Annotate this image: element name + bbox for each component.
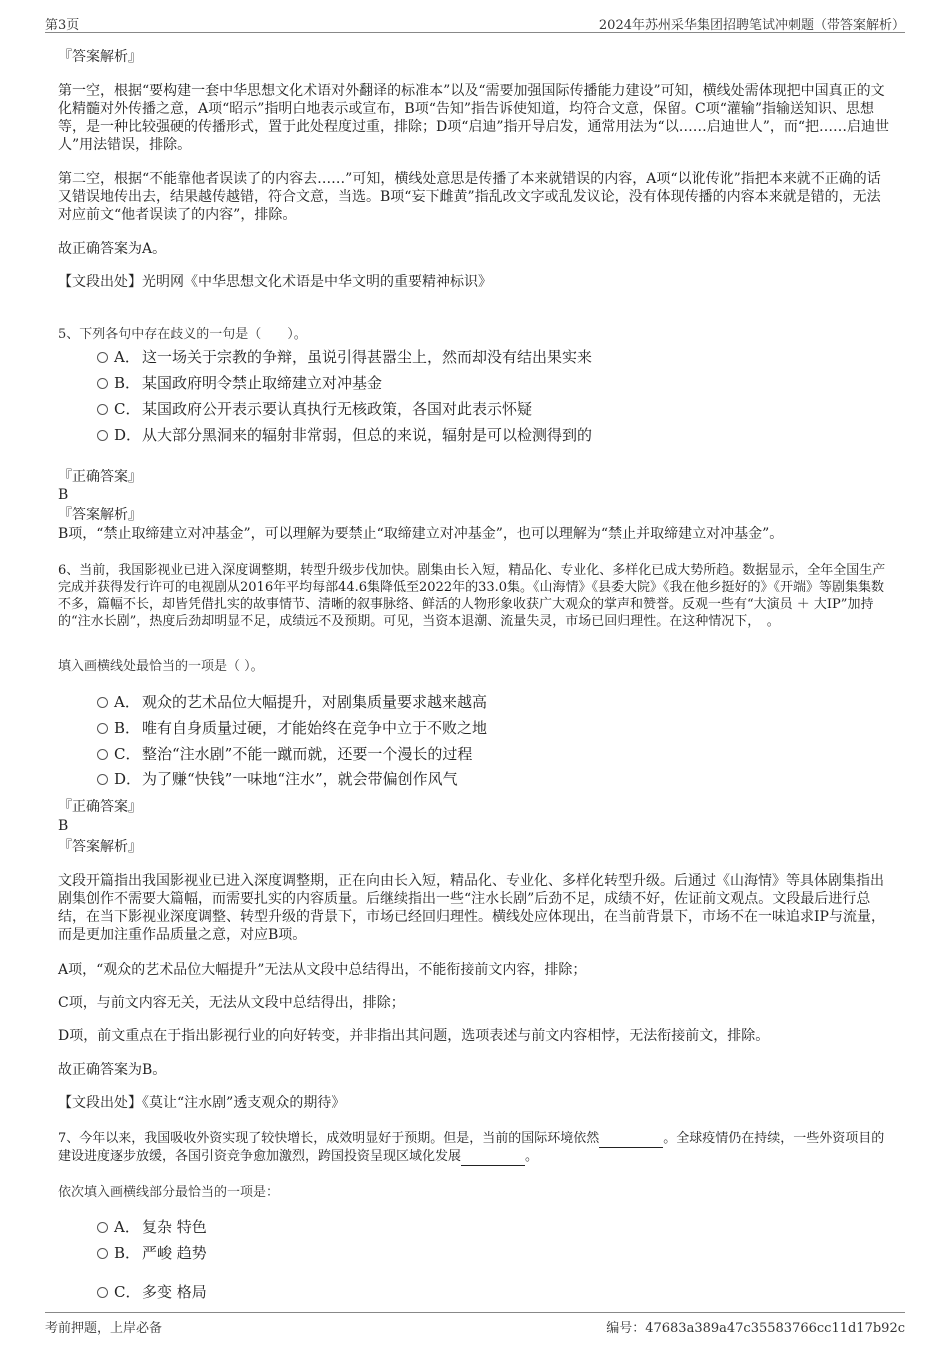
q6-analysis-p1: 文段开篇指出我国影视业已进入深度调整期，正在向由长入短，精品化、专业化、多样化转型升级。后通过《山海情》等具体剧集指出剧集创作不需要大篇幅，而需要扎实的内容质量。后继续指出一些“注水长剧”后劲不足，成绩不好，佐证前文观点。文段最后进行总结，在当下影视业深度调整、转型升级的背景下，市场已经回归理性。横线处应体现出，在当前背景下，市场不在一味追求IP与流量，而是更加注重作品质量之意，对应B项。 [58, 873, 885, 943]
q6-answer: B [58, 818, 69, 834]
radio-icon[interactable] [97, 774, 108, 785]
q6-answer-label: 『正确答案』 [58, 799, 142, 815]
page-footer [45, 1312, 905, 1335]
page-number: 第3页 [45, 18, 80, 33]
q5-analysis-label: 『答案解析』 [58, 507, 142, 523]
fill-blank-2[interactable] [461, 1148, 525, 1166]
q5-option-c[interactable]: C． 某国政府公开表示要认真执行无核政策，各国对此表示怀疑 [97, 399, 532, 419]
q6-analysis-label: 『答案解析』 [58, 839, 142, 855]
radio-icon[interactable] [97, 1287, 108, 1298]
q6-analysis-p2: A项，“观众的艺术品位大幅提升”无法从文段中总结得出，不能衔接前文内容，排除； [58, 962, 587, 978]
q6-analysis-p3: C项，与前文内容无关，无法从文段中总结得出，排除； [58, 995, 405, 1011]
q6-source: 【文段出处】《莫让“注水剧”透支观众的期待》 [58, 1095, 346, 1111]
q5-answer-label: 『正确答案』 [58, 469, 142, 485]
q4-analysis-p1: 第一空，根据“要构建一套中华思想文化术语对外翻译的标准本”以及“需要加强国际传播能力建设”可知，横线处需体现把中国真正的文化精髓对外传播之意，A项“昭示”指明白地表示或宣布，B项“告知”指告诉使知道，均符合文意，保留。C项“灌输”指输送知识、思想等，是一种比较强硬的传播形式，置于此处程度过重，排除；D项“启迪”指开导启发，通常用法为“以……启迪世人”，而“把……启迪世人”用法错误，排除。 [58, 83, 890, 153]
q5-answer: B [58, 487, 69, 503]
q7-stem: 7、今年以来，我国吸收外资实现了较快增长，成效明显好于预期。但是，当前的国际环境依然 。全球疫情仍在持续，一些外资项目的建设进度逐步放缓，各国引资竞争愈加激烈，跨国投资呈现区域化发展 。 [58, 1131, 885, 1164]
radio-icon[interactable] [97, 352, 108, 363]
radio-icon[interactable] [97, 723, 108, 734]
q4-source: 【文段出处】光明网《中华思想文化术语是中华文明的重要精神标识》 [58, 274, 492, 290]
radio-icon[interactable] [97, 1222, 108, 1233]
q5-analysis: B项，“禁止取缔建立对冲基金”，可以理解为要禁止“取缔建立对冲基金”，也可以理解为“禁止并取缔建立对冲基金”。 [58, 526, 784, 542]
q6-option-d[interactable]: D．为了赚“快钱”一味地“注水”，就会带偏创作风气 [97, 769, 458, 789]
q6-option-b[interactable]: B． 唯有自身质量过硬，才能始终在竞争中立于不败之地 [97, 718, 487, 738]
q4-conclusion: 故正确答案为A。 [58, 241, 167, 257]
radio-icon[interactable] [97, 697, 108, 708]
q6-analysis-p4: D项，前文重点在于指出影视行业的向好转变，并非指出其问题，选项表述与前文内容相悖，无法衔接前文，排除。 [58, 1028, 770, 1044]
q7-prompt: 依次填入画横线部分最恰当的一项是： [58, 1185, 280, 1200]
q4-analysis-p2: 第二空，根据“不能靠他者误读了的内容去……”可知，横线处意思是传播了本来就错误的内容，A项“以讹传讹”指把本来就不正确的话又错误地传出去，结果越传越错，符合文意，当选。B项“妄下雌黄”指乱改文字或乱发议论，没有体现传播的内容本来就是错的，无法对应前文“他者误读了的内容”，排除。 [58, 171, 881, 223]
q6-option-a[interactable]: A． 观众的艺术品位大幅提升，对剧集质量要求越来越高 [97, 692, 487, 712]
radio-icon[interactable] [97, 749, 108, 760]
q7-option-a[interactable]: A． 复杂 特色 [97, 1217, 207, 1237]
q5-stem: 5、下列各句中存在歧义的一句是（ ）。 [58, 327, 307, 342]
q7-option-c[interactable]: C． 多变 格局 [97, 1282, 207, 1302]
q5-option-d[interactable]: D．从大部分黑洞来的辐射非常弱，但总的来说，辐射是可以检测得到的 [97, 425, 592, 445]
radio-icon[interactable] [97, 430, 108, 441]
fill-blank-1[interactable] [599, 1130, 663, 1148]
q7-option-b[interactable]: B． 严峻 趋势 [97, 1243, 207, 1263]
q6-prompt: 填入画横线处最恰当的一项是（ ）。 [58, 659, 264, 674]
document-title: 2024年苏州采华集团招聘笔试冲刺题（带答案解析） [598, 18, 905, 33]
q4-analysis-label: 『答案解析』 [58, 49, 142, 65]
page-header [45, 10, 905, 33]
radio-icon[interactable] [97, 404, 108, 415]
q5-option-b[interactable]: B． 某国政府明令禁止取缔建立对冲基金 [97, 373, 382, 393]
q6-option-c[interactable]: C． 整治“注水剧”不能一蹴而就，还要一个漫长的过程 [97, 744, 472, 764]
q6-conclusion: 故正确答案为B。 [58, 1062, 167, 1078]
radio-icon[interactable] [97, 1248, 108, 1259]
q6-stem: 6、当前，我国影视业已进入深度调整期，转型升级步伐加快。剧集由长入短，精品化、专业化、多样化已成大势所趋。数据显示，全年全国生产完成并获得发行许可的电视剧从2016年平均每部44.6集降低至2022年的33.0集。《山海情》《县委大院》《我在他乡挺好的》《开端》等剧集集数不多，篇幅不长，却皆凭借扎实的故事情节、清晰的叙事脉络、鲜活的人物形象收获广大观众的掌声和赞誉。反观一些有“大演员 ＋ 大IP”加持的“注水长剧”，热度后劲却明显不足，成绩远不及预期。可见，当资本退潮、流量失灵，市场已回归理性。在这种情况下， 。 [58, 563, 886, 629]
radio-icon[interactable] [97, 378, 108, 389]
q5-option-a[interactable]: A． 这一场关于宗教的争辩，虽说引得甚嚣尘上，然而却没有结出果实来 [97, 347, 592, 367]
footer-slogan: 考前押题，上岸必备 [45, 1321, 163, 1336]
document-id: 编号：47683a389a47c35583766cc11d17b92c [606, 1321, 905, 1336]
